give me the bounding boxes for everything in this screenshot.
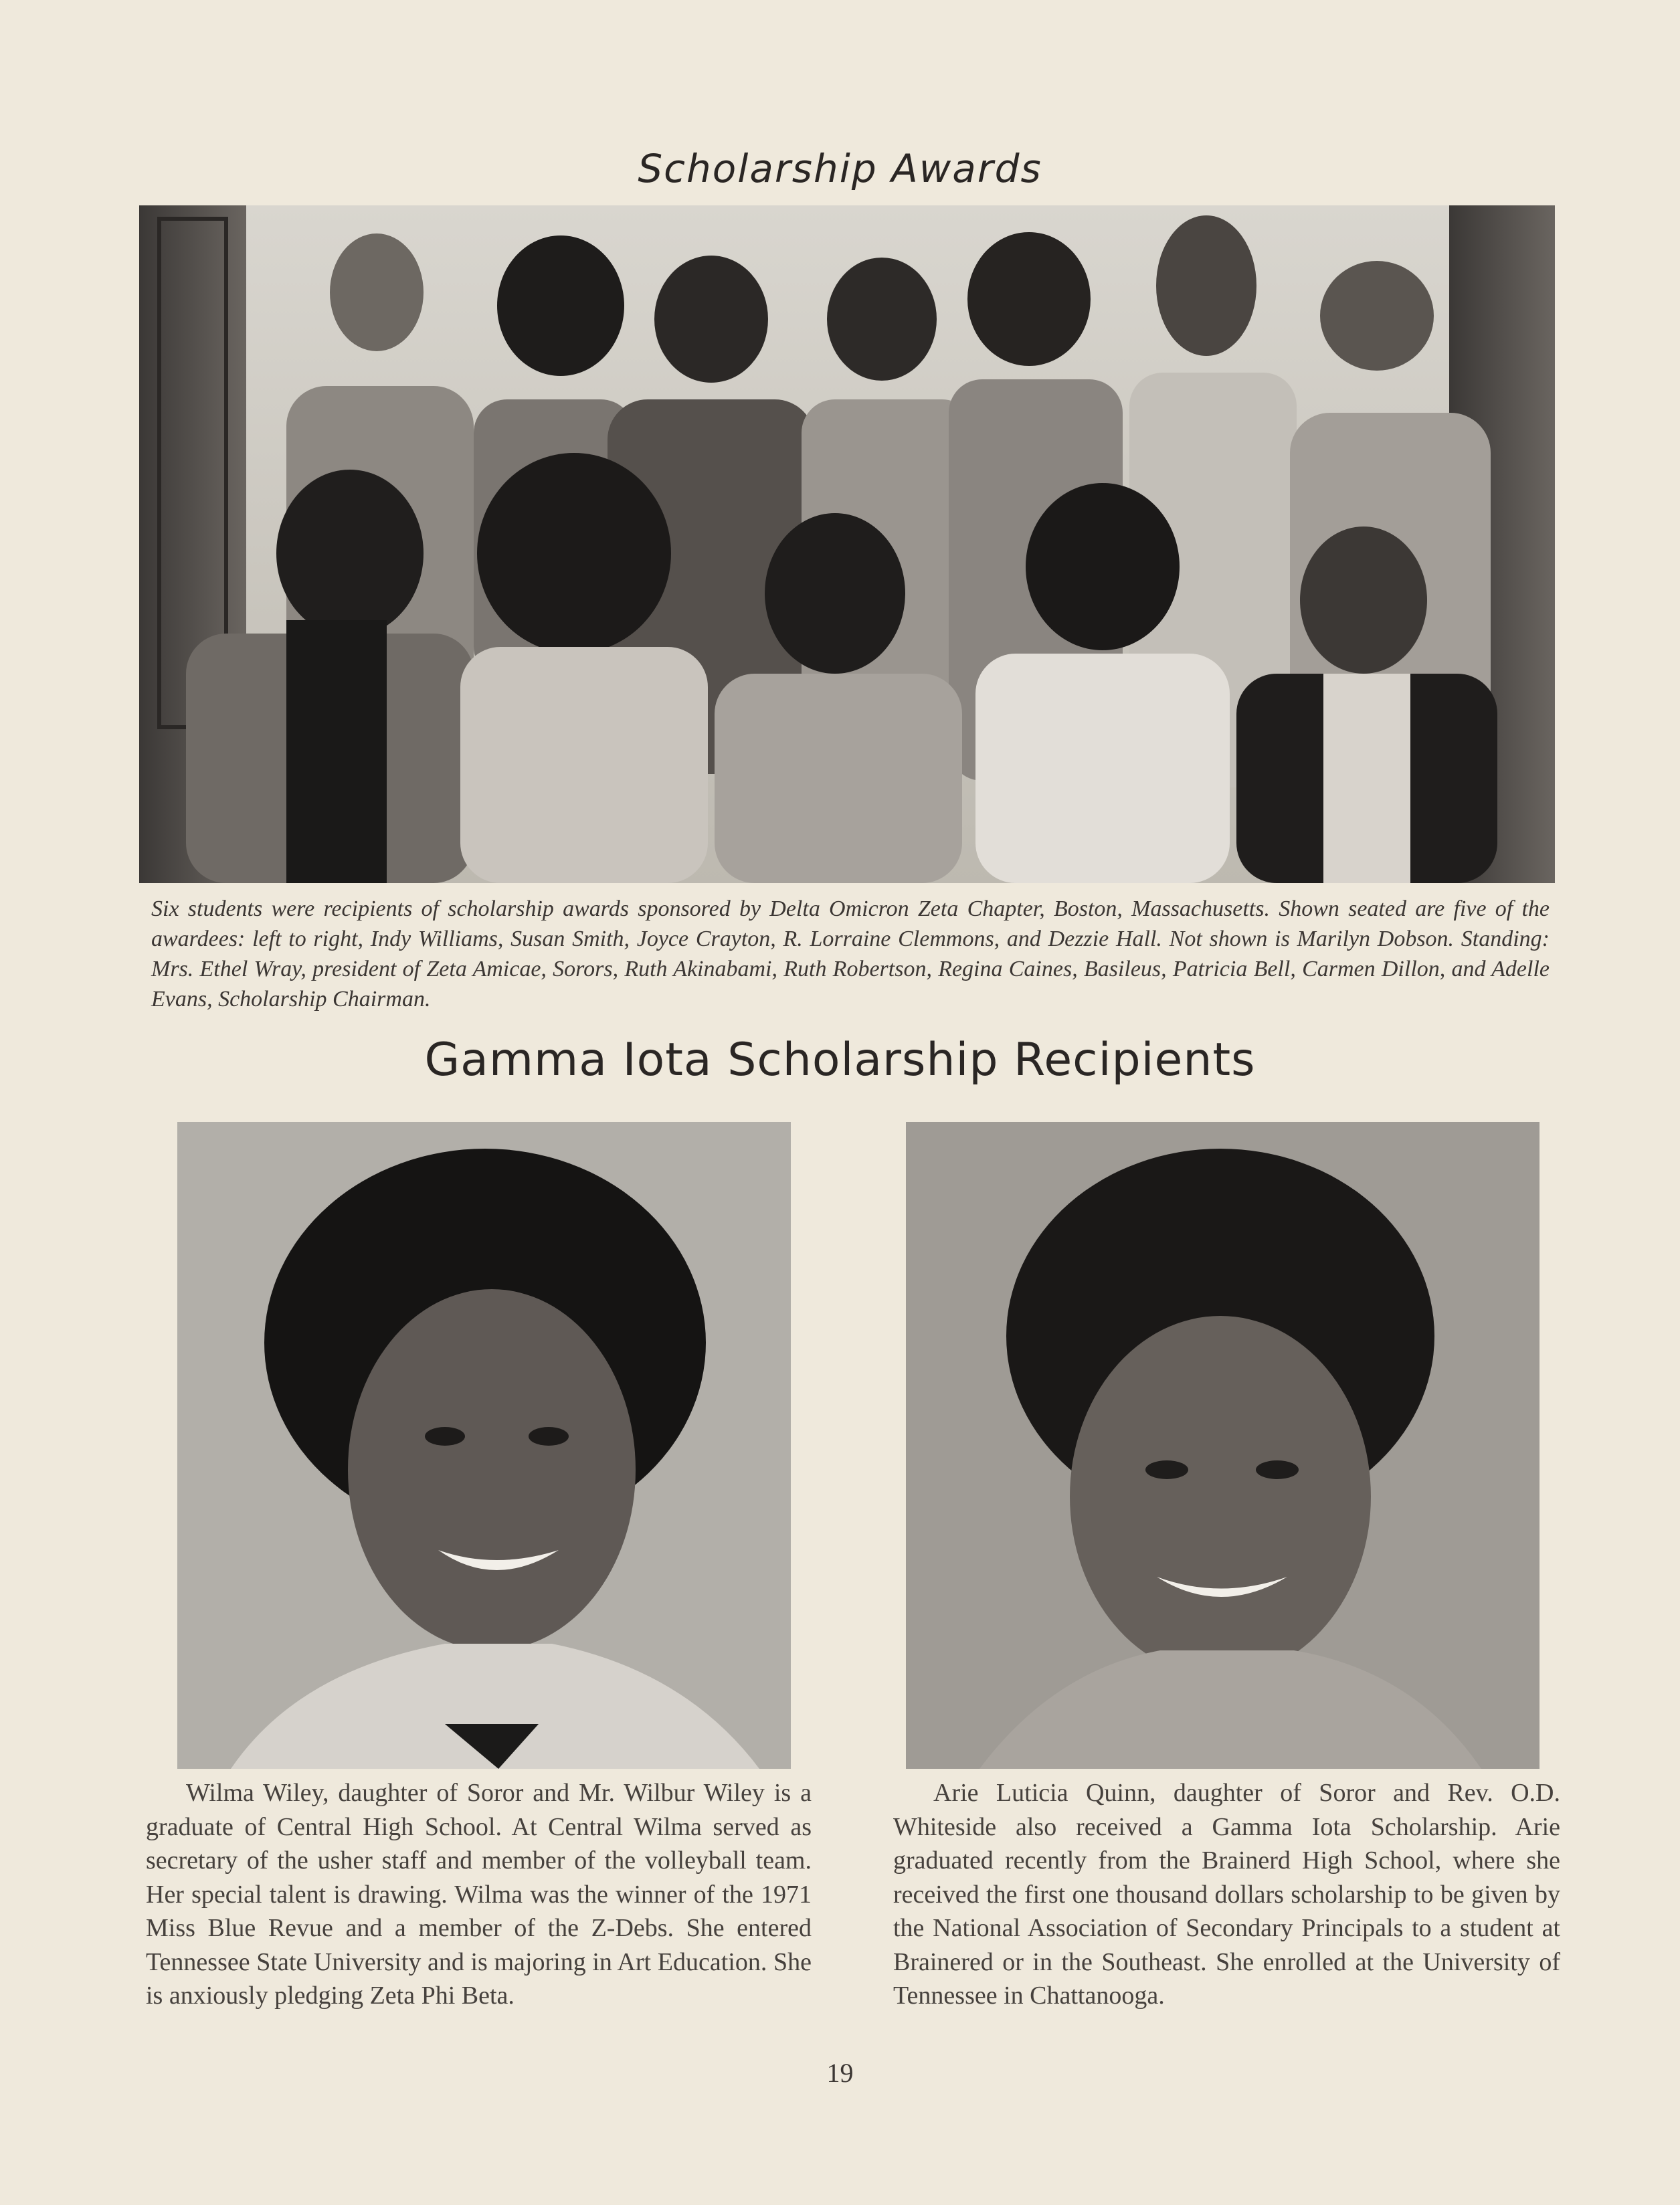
group-photo xyxy=(139,205,1555,883)
group-photo-caption: Six students were recipients of scholarship awards sponsored by Delta Omicron Zeta Chapter, Boston, Massachusetts. Shown seated are five of the awardees: left to right, Indy Williams, Susan Smith, Joyce Crayton, R. Lorraine Clemmons, and Dezzie Hall. Not shown is Marilyn Dobson. Standing: Mrs. Ethel Wray, president of Zeta Amicae, Sorors, Ruth Akinabami, Ruth Robertson, Regina Caines, Basileus, Patricia Bell, Carmen Dillon, and Adelle Evans, Scholarship Chairman. xyxy=(151,896,1550,1012)
portrait-arie-quinn xyxy=(906,1122,1539,1769)
scholarship-awards-title: Scholarship Awards xyxy=(638,146,1042,191)
page-number: 19 xyxy=(826,2058,854,2088)
bio-arie-quinn: Arie Luticia Quinn, daughter of Soror and Rev. O.D. Whiteside also received a Gamma Iota Scholarship. Arie graduated recently from the Brainerd High School, where she received the first one thousand dollars scholarship to be given by the National Association of Secondary Principals to a student at Brainered or in the Southeast. She enrolled at the University of Tennessee in Chattanooga. xyxy=(893,1779,1560,2010)
gamma-iota-title: Gamma Iota Scholarship Recipients xyxy=(424,1034,1256,1086)
bio-wilma-wiley: Wilma Wiley, daughter of Soror and Mr. Wilbur Wiley is a graduate of Central High School. At Central Wilma served as secretary of the usher staff and member of the volleyball team. Her special talent is drawing. Wilma was the winner of the 1971 Miss Blue Revue and a member of the Z-Debs. She entered Tennessee State University and is majoring in Art Education. She is anxiously pledging Zeta Phi Beta. xyxy=(146,1779,812,2010)
portrait-wilma-wiley xyxy=(177,1122,791,1769)
